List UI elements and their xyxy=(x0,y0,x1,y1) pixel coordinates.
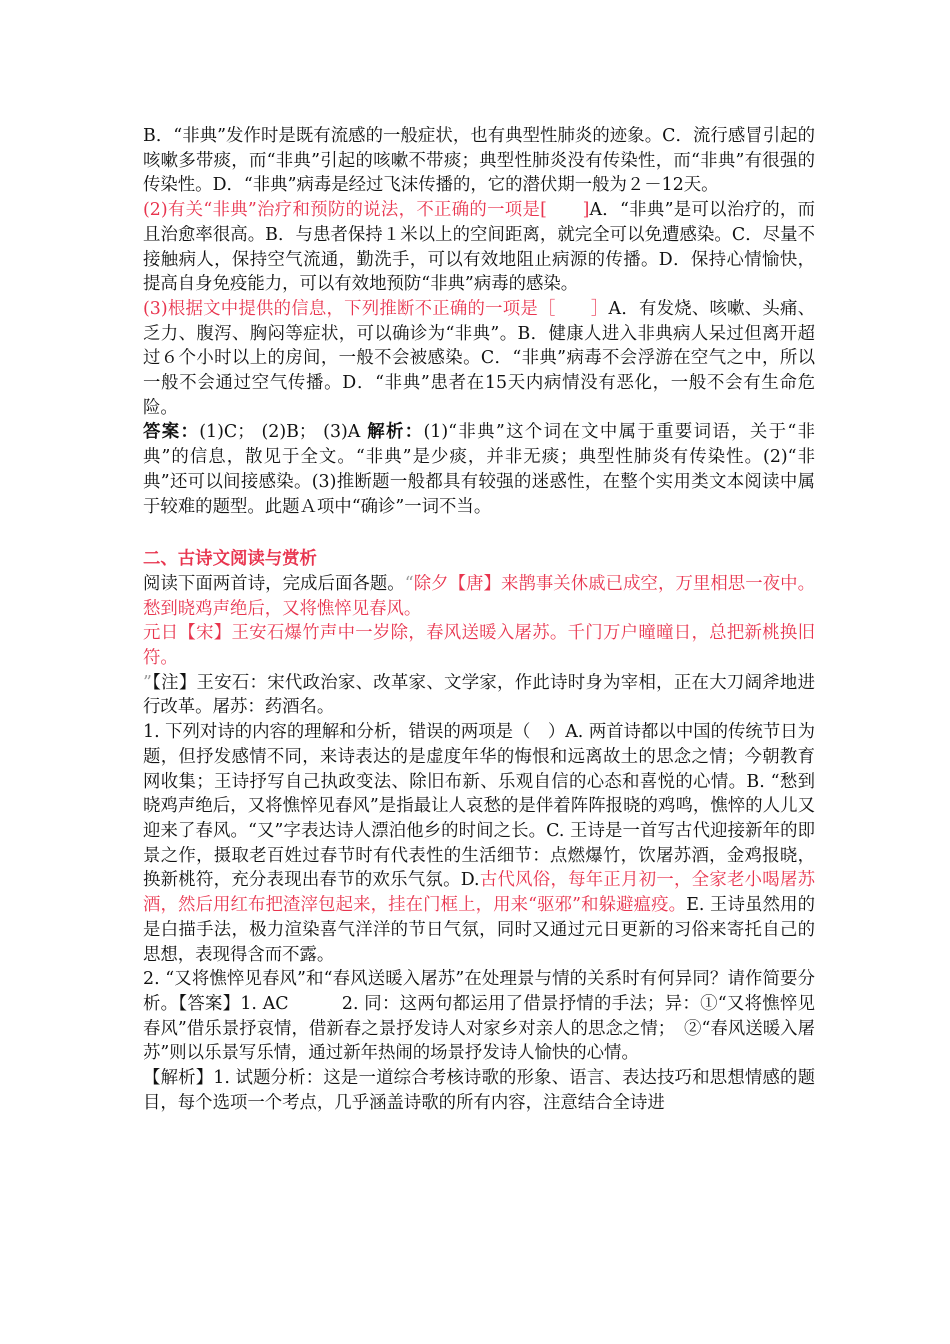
answer-text: (1)C； (2)B； (3)A xyxy=(199,422,361,443)
quote-open: “ xyxy=(404,573,414,594)
poem-yuanri: 元日【宋】王安石爆竹声中一岁除，春风送暖入屠苏。千门万户曈曈日，总把新桃换旧符。 xyxy=(143,623,815,669)
document-page xyxy=(143,124,815,1115)
analysis-text: (1)“非典”这个词在文中属于重要词语，关于“非典”的信息，散见于全文。“非典”是少痰，并非无痰；典型性肺炎有传染性。(2)“非典”还可以间接感染。(3)推断题一般都具有较强的迷惑性，在整个实用类文本阅读中属于较难的题型。此题Ａ项中“确诊”一词不当。 xyxy=(143,422,815,517)
question-2-stem: (2)有关“非典”治疗和预防的说法，不正确的一项是[ ] xyxy=(143,200,590,221)
poem-q1-option-d: 古代风俗，每年正月初一，全家老小喝屠苏酒，然后用红布把渣滓包起来，挂在门框上，用来“驱邪”和躲避瘟疫。 xyxy=(143,870,815,916)
poem-note-block xyxy=(143,671,815,720)
question-3-options: A．有发烧、咳嗽、头痛、乏力、腹泻、胸闷等症状，可以确诊为“非典”。B．健康人进入非典病人呆过但离开超过６个小时以上的房间，一般不会被感染。C．“非典”病毒不会浮游在空气之中，所以一般不会通过空气传播。D．“非典”患者在15天内病情没有恶化，一般不会有生命危险。 xyxy=(143,298,816,418)
question-3-stem: (3)根据文中提供的信息，下列推断不正确的一项是［ ］ xyxy=(143,298,609,319)
answer-block xyxy=(143,420,815,519)
poem-question-1 xyxy=(143,720,815,967)
answer-label: 答案： xyxy=(143,422,200,443)
poem-q1-text: 1. 下列对诗的内容的理解和分析，错误的两项是（ ）A. 两首诗都以中国的传统节日为题，但抒发感情不同，来诗表达的是虚度年华的悔恨和远离故土的思念之情；今朝教育网收集；王诗抒写自己执政变法、除旧布新、乐观自信的心态和喜悦的心情。B. “愁到晓鸡声绝后，又将憔悴见春风”是指最让人哀愁的是伴着阵阵报晓的鸡鸣，憔悴的人儿又迎来了春风。“又”字表达诗人漂泊他乡的时间之长。C. 王诗是一首写古代迎接新年的即景之作，摄取老百姓过春节时有代表性的生活细节：点燃爆竹，饮屠苏酒，金鸡报晓，换新桃符，充分表现出春节的欢乐气氛。D. xyxy=(143,722,815,891)
q1-options-continued: B．“非典”发作时是既有流感的一般症状，也有典型性肺炎的迹象。C．流行感冒引起的咳嗽多带痰，而“非典”引起的咳嗽不带痰；典型性肺炎没有传染性，而“非典”有很强的传染性。D．“非典”病毒是经过飞沫传播的，它的潜伏期一般为２－12天。 xyxy=(143,126,815,196)
poem-analysis: 【解析】1. 试题分析：这是一道综合考核诗歌的形象、语言、表达技巧和思想情感的题目，每个选项一个考点，几乎涵盖诗歌的所有内容，注意结合全诗进 xyxy=(143,1068,815,1113)
section-heading: 二、古诗文阅读与赏析 xyxy=(143,549,317,570)
question-2-options: A．“非典”是可以治疗的，而且治愈率很高。B．与患者保持１米以上的空间距离，就完全可以免遭感染。C．尽量不接触病人，保持空气流通，勤洗手，可以有效地阻止病源的传播。D．保持心情愉快，提高自身免疫能力，可以有效地预防“非典”病毒的感染。 xyxy=(143,200,815,295)
poem-intro: 阅读下面两首诗，完成后面各题。 xyxy=(143,573,405,594)
analysis-label: 解析： xyxy=(367,422,424,443)
poem-q1-option-e: E. 王诗虽然用的是白描手法，极力渲染喜气洋洋的节日气氛，同时又通过元日更新的习俗来寄托自己的思想，表现得含而不露。 xyxy=(143,895,815,965)
poem-intro-block xyxy=(143,572,815,621)
poem-chuxi: 除夕【唐】来鹊事关休戚已成空，万里相思一夜中。愁到晓鸡声绝后，又将憔悴见春风。 xyxy=(143,573,815,619)
poem-note: 【注】王安石：宋代政治家、改革家、文学家，作此诗时身为宰相，正在大刀阔斧地进行改革。屠苏：药酒名。 xyxy=(143,672,815,718)
quote-close: ” xyxy=(143,672,152,693)
section-spacer xyxy=(143,519,815,547)
poem-question-2: 2. “又将憔悴见春风”和“春风送暖入屠苏”在处理景与情的关系时有何异同？请作简要分析。【答案】1. AC 2. 同：这两句都运用了借景抒情的手法；异：①“又将憔悴见春风”借乐景抒哀情，借新春之景抒发诗人对家乡对亲人的思念之情； ②“春风送暖入屠苏”则以乐景写乐情，通过新年热闹的场景抒发诗人愉快的心情。 xyxy=(143,969,815,1064)
question-2-block xyxy=(143,198,815,297)
question-3-block xyxy=(143,297,815,421)
